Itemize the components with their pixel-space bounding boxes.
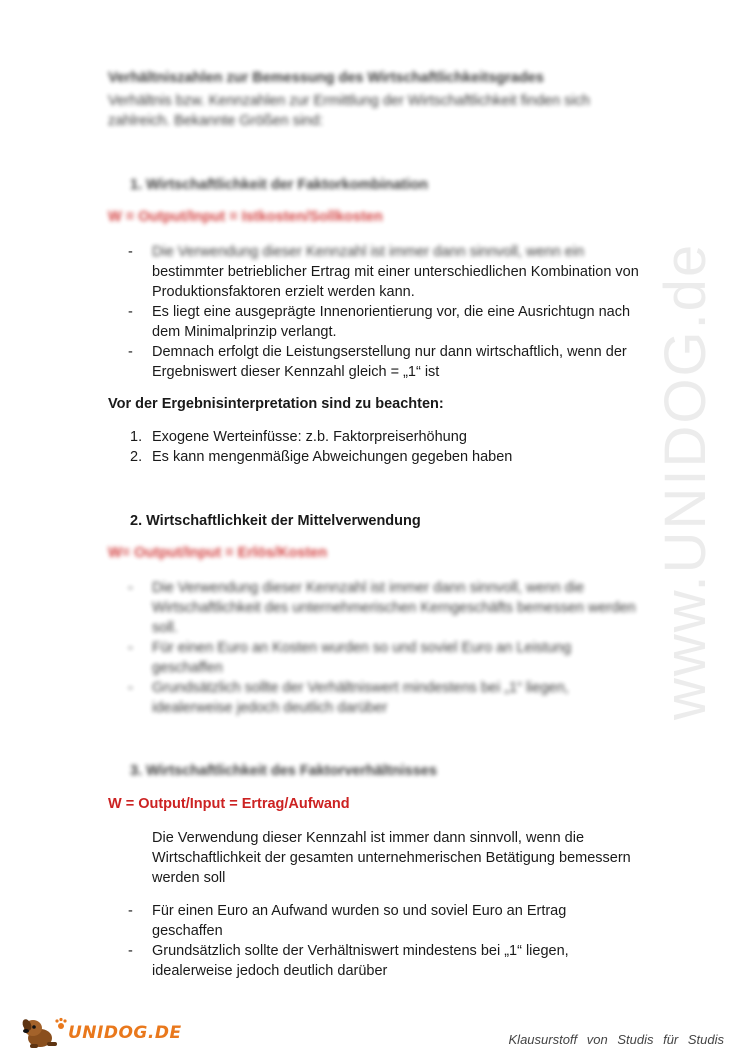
s1-bullet-1-line-1: Die Verwendung dieser Kennzahl ist immer dann sinnvoll, wenn ein	[152, 244, 585, 260]
section-3-formula: W = Output/Input = Ertrag/Aufwand	[108, 796, 350, 812]
s3-bullet-1-line-2: geschaffen	[152, 923, 223, 939]
s3-bullet-2-line-2: idealerweise jedoch deutlich darüber	[152, 963, 388, 979]
note-item-2: Es kann mengenmäßige Abweichungen gegeben haben	[152, 449, 513, 465]
s1-bullet-2-line-1: Es liegt eine ausgeprägte Innenorientierung vor, die eine Ausrichtugn nach	[152, 304, 631, 320]
bullet-dash: -	[128, 580, 133, 596]
s3-paragraph-line-3: werden soll	[152, 870, 226, 886]
s2-bullet-2-line-1: Für einen Euro an Kosten wurden so und soviel Euro an Leistung	[152, 640, 572, 656]
bullet-dash: -	[128, 304, 133, 320]
s2-bullet-1-line-2: Wirtschaftlichkeit des unternehmerischen Kerngeschäfts bemessen werden	[152, 600, 636, 616]
section-2-heading: 2. Wirtschaftlichkeit der Mittelverwendung	[130, 513, 421, 529]
s1-bullet-3-line-1: Demnach erfolgt die Leistungserstellung nur dann wirtschaftlich, wenn der	[152, 344, 627, 360]
intro-line-1: Verhältnis bzw. Kennzahlen zur Ermittlung der Wirtschaftlichkeit finden sich	[108, 93, 590, 109]
paw-icon	[54, 1017, 68, 1031]
note-heading: Vor der Ergebnisinterpretation sind zu beachten:	[108, 396, 444, 412]
list-number: 1.	[130, 429, 143, 445]
bullet-dash: -	[128, 680, 133, 696]
logo-text: UNIDOG.DE	[68, 1023, 182, 1043]
footer-tagline: Klausurstoff von Studis für Studis	[508, 1032, 724, 1047]
bullet-dash: -	[128, 903, 133, 919]
s1-bullet-3-line-2: Ergebniswert dieser Kennzahl gleich = „1“ ist	[152, 364, 440, 380]
bullet-dash: -	[128, 244, 133, 260]
unidog-logo	[20, 1016, 182, 1050]
s1-bullet-2-line-2: dem Minimalprinzip verlangt.	[152, 324, 337, 340]
watermark-text: www.UNIDOG.de	[653, 242, 718, 720]
intro-line-2: zahlreich. Bekannte Größen sind:	[108, 113, 324, 129]
bullet-dash: -	[128, 344, 133, 360]
s1-bullet-1-line-2: bestimmter betrieblicher Ertrag mit einer unterschiedlichen Kombination von	[152, 264, 639, 280]
s3-bullet-2-line-1: Grundsätzlich sollte der Verhältniswert mindestens bei „1“ liegen,	[152, 943, 569, 959]
s2-bullet-2-line-2: geschaffen	[152, 660, 223, 676]
section-3-heading: 3. Wirtschaftlichkeit des Faktorverhältnisses	[130, 763, 437, 779]
s2-bullet-3-line-1: Grundsätzlich sollte der Verhältniswert mindestens bei „1“ liegen,	[152, 680, 569, 696]
s1-bullet-1-line-3: Produktionsfaktoren erzielt werden kann.	[152, 284, 415, 300]
intro-title: Verhältniszahlen zur Bemessung des Wirtschaftlichkeitsgrades	[108, 70, 544, 86]
list-number: 2.	[130, 449, 143, 465]
s2-bullet-1-line-3: soll.	[152, 620, 178, 636]
s2-bullet-1-line-1: Die Verwendung dieser Kennzahl ist immer dann sinnvoll, wenn die	[152, 580, 585, 596]
s3-paragraph-line-1: Die Verwendung dieser Kennzahl ist immer dann sinnvoll, wenn die	[152, 830, 585, 846]
s2-bullet-3-line-2: idealerweise jedoch deutlich darüber	[152, 700, 388, 716]
s3-bullet-1-line-1: Für einen Euro an Aufwand wurden so und soviel Euro an Ertrag	[152, 903, 567, 919]
section-1-heading: 1. Wirtschaftlichkeit der Faktorkombination	[130, 177, 428, 193]
section-1-formula: W = Output/Input = Istkosten/Sollkosten	[108, 209, 383, 225]
section-2-formula: W= Output/Input = Erlös/Kosten	[108, 545, 328, 561]
s3-paragraph-line-2: Wirtschaftlichkeit der gesamten unternehmerischen Betätigung bemessern	[152, 850, 631, 866]
bullet-dash: -	[128, 943, 133, 959]
note-item-1: Exogene Werteinfüsse: z.b. Faktorpreiserhöhung	[152, 429, 467, 445]
bullet-dash: -	[128, 640, 133, 656]
